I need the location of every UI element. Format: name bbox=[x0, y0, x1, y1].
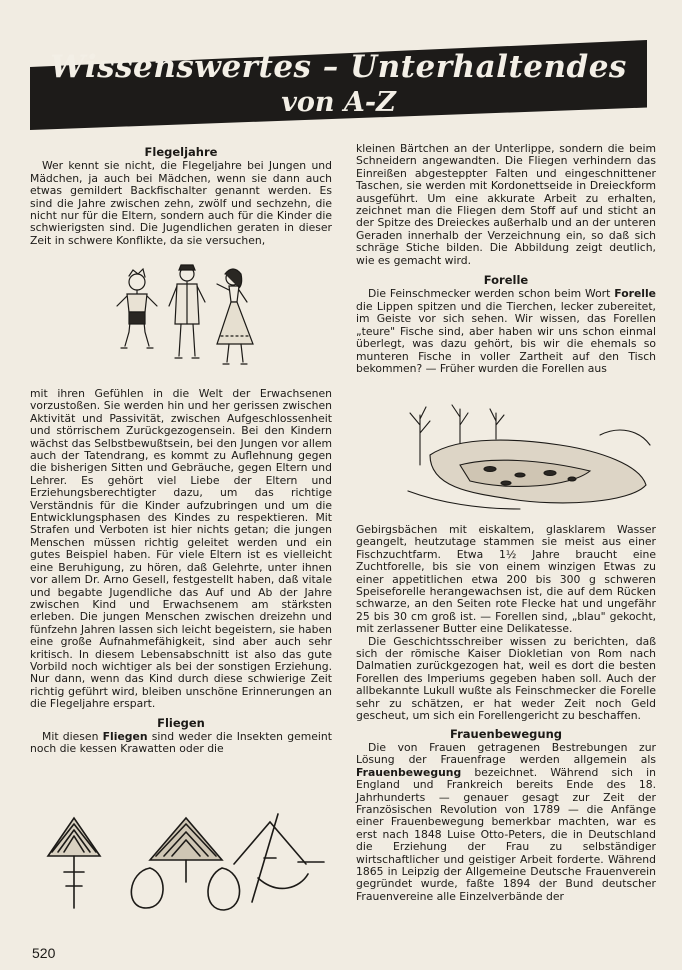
right-column-bottom bbox=[356, 524, 656, 903]
fliegen-illustration bbox=[38, 812, 338, 922]
paragraph-fliegen-1: Mit diesen Fliegen sind weder die Insekten gemeint noch die kessen Krawatten oder die bbox=[30, 729, 332, 756]
heading-fliegen: Fliegen bbox=[157, 715, 205, 730]
banner-subtitle: von A-Z bbox=[281, 87, 396, 118]
right-column-top bbox=[356, 143, 656, 375]
paragraph-frauenbewegung-1: Die von Frauen getragenen Bestrebungen zur Lösung der Frauenfrage werden allgemein als Frauenbewegung bezeichnet. Während sich in England und Frankreich bereits Ende des 18. Jahrhunderts — genauer gesagt zur Zeit der Französischen Revolution von 1789 — die Anfänge einer Frauenbewegung bemerkbar machten, war es erst nach 1848 Luise Otto-Peters, die in Deutschland die Erziehung der Frau zu selbständiger wirtschaftlicher und geistiger Arbeit forderte. Während 1865 in Leipzig der Allgemeine Deutsche Frauenverein gegründet wurde, faßte 1894 der Bund deutscher Frauenvereine alle Einzelverbände der bbox=[356, 740, 656, 903]
paragraph-forelle-1: Die Feinschmecker werden schon beim Wort Forelle die Lippen spitzen und die Tierchen, lecker zubereitet, im Geiste vor sich sehen. Wir wissen, das Forellen „teure" Fische sind, aber haben wir uns schon einmal überlegt, was dazu gehört, bis wir die ehemals so munteren Fische in voller Zartheit auf den Tisch bekommen? — Früher wurden die Forellen aus bbox=[356, 287, 656, 375]
teenagers-illustration bbox=[105, 262, 265, 370]
paragraph-forelle-2: Gebirgsbächen mit eiskaltem, glasklarem Wasser geangelt, heutzutage stammen sie meist aus einer Fischzuchtfarm. Etwa 1½ Jahre braucht eine Zuchtforelle, bis sie von einem winzigen Etwas zu einer appetitlichen etwa 200 bis 300 g schweren Speiseforelle herangewachsen ist, die auf dem Rücken schwarze, an den Seiten rote Flecke hat und ungefähr 25 bis 30 cm groß ist. — Forellen sind, „blau" gekocht, mit zerlassener Butter eine Delikatesse. bbox=[356, 523, 656, 636]
paragraph-fliegen-2: kleinen Bärtchen an der Unterlippe, sondern die beim Schneidern angewandten. Die Fliegen verhindern das Einreißen abgesteppter Falten und eingeschnittener Taschen, sie werden mit Kordonettseide in Dreieckform ausgeführt. Um eine akkurate Arbeit zu erhalten, zeichnet man die Fliegen dem Stoff auf und sticht an der Spitze des Dreieckes außerhalb und an der unteren Geraden innerhalb der Verzeichnung ein, so daß sich schräge Stiche bilden. Die Abbildung zeigt deutlich, wie es gemacht wird. bbox=[356, 142, 656, 267]
heading-flegeljahre: Flegeljahre bbox=[144, 145, 218, 159]
left-column-top bbox=[30, 143, 332, 247]
trout-farm-illustration bbox=[400, 395, 655, 513]
paragraph-flegeljahre-2: mit ihren Gefühlen in die Welt der Erwachsenen vorzustoßen. Sie werden hin und her gerissen zwischen Aktivität und Passivität, zwischen Aufgeschlossenheit und störrischem Zurückgezogensein. Bei den Kindern wächst das Selbstbewußtsein, bei den Jungen vor allem auch der Tatendrang, es kommt zu Auflehnung gegen die bisherigen Sitten und Gebräuche, gegen Eltern und Lehrer. Es gehört viel Liebe der Eltern und Erziehungsberechtigter dazu, um das richtige Verständnis für die Kinder aufzubringen und um die Entwicklungsphasen des Kindes zu respektieren. Mit Strafen und Verboten ist hier nichts getan; die jungen Menschen müssen richtig geleitet werden und ein gutes Beispiel haben. Für viele Eltern ist es vielleicht eine Beruhigung, zu hören, daß Gelehrte, unter ihnen vor allem Dr. Arno Gesell, festgestellt haben, daß vitale und begabte Jugendliche das Auf und Ab der Jahre zwischen Kind und Erwachsenem am stärksten erleben. Die jungen Menschen zwischen dreizehn und fünfzehn Jahren lassen sich leicht begeistern, sie haben eine große Aufnahmefähigkeit, sind aber auch sehr kritisch. In diesem Lebensabschnitt ist also das gute Vorbild noch wichtiger als bei der sonstigen Erziehung. Nur dann, wenn das Kind durch diese schwierige Zeit richtig geführt wird, bleiben unschöne Erinnerungen an die Flegeljahre erspart. bbox=[30, 387, 332, 711]
banner-title: Wissenswertes – Unterhaltendes bbox=[50, 49, 627, 85]
paragraph-flegeljahre-1: Wer kennt sie nicht, die Flegeljahre bei Jungen und Mädchen, ja auch bei Mädchen, wenn sie dann auch etwas gemildert Backfischalter genannt werden. Es sind die Jahre zwischen zehn, zwölf und sechzehn, die nicht nur für die Eltern, sondern auch für die Kinder die schwierigsten sind. Die Jugendlichen geraten in dieser Zeit in schwere Konflikte, da sie versuchen, bbox=[30, 159, 332, 247]
heading-frauenbewegung: Frauenbewegung bbox=[449, 726, 563, 741]
teenagers-drawing bbox=[105, 262, 265, 370]
page-number: 520 bbox=[32, 945, 56, 961]
heading-forelle: Forelle bbox=[483, 273, 529, 288]
trout-ponds-drawing bbox=[400, 395, 655, 513]
left-column-bottom bbox=[30, 388, 332, 756]
arrowhead-tacks-drawing bbox=[38, 812, 338, 922]
paragraph-forelle-3: Die Geschichtsschreiber wissen zu berichten, daß sich der römische Kaiser Diokletian von Rom nach Dalmatien zurückgezogen hat, weil es dort die besten Forellen des Imperiums gegeben haben soll. Auch der allbekannte Lukull wußte als Feinschmecker die Forelle sehr zu schätzen, er hat weder Zeit noch Geld gescheut, um sich ein Forellengericht zu beschaffen. bbox=[356, 634, 656, 723]
